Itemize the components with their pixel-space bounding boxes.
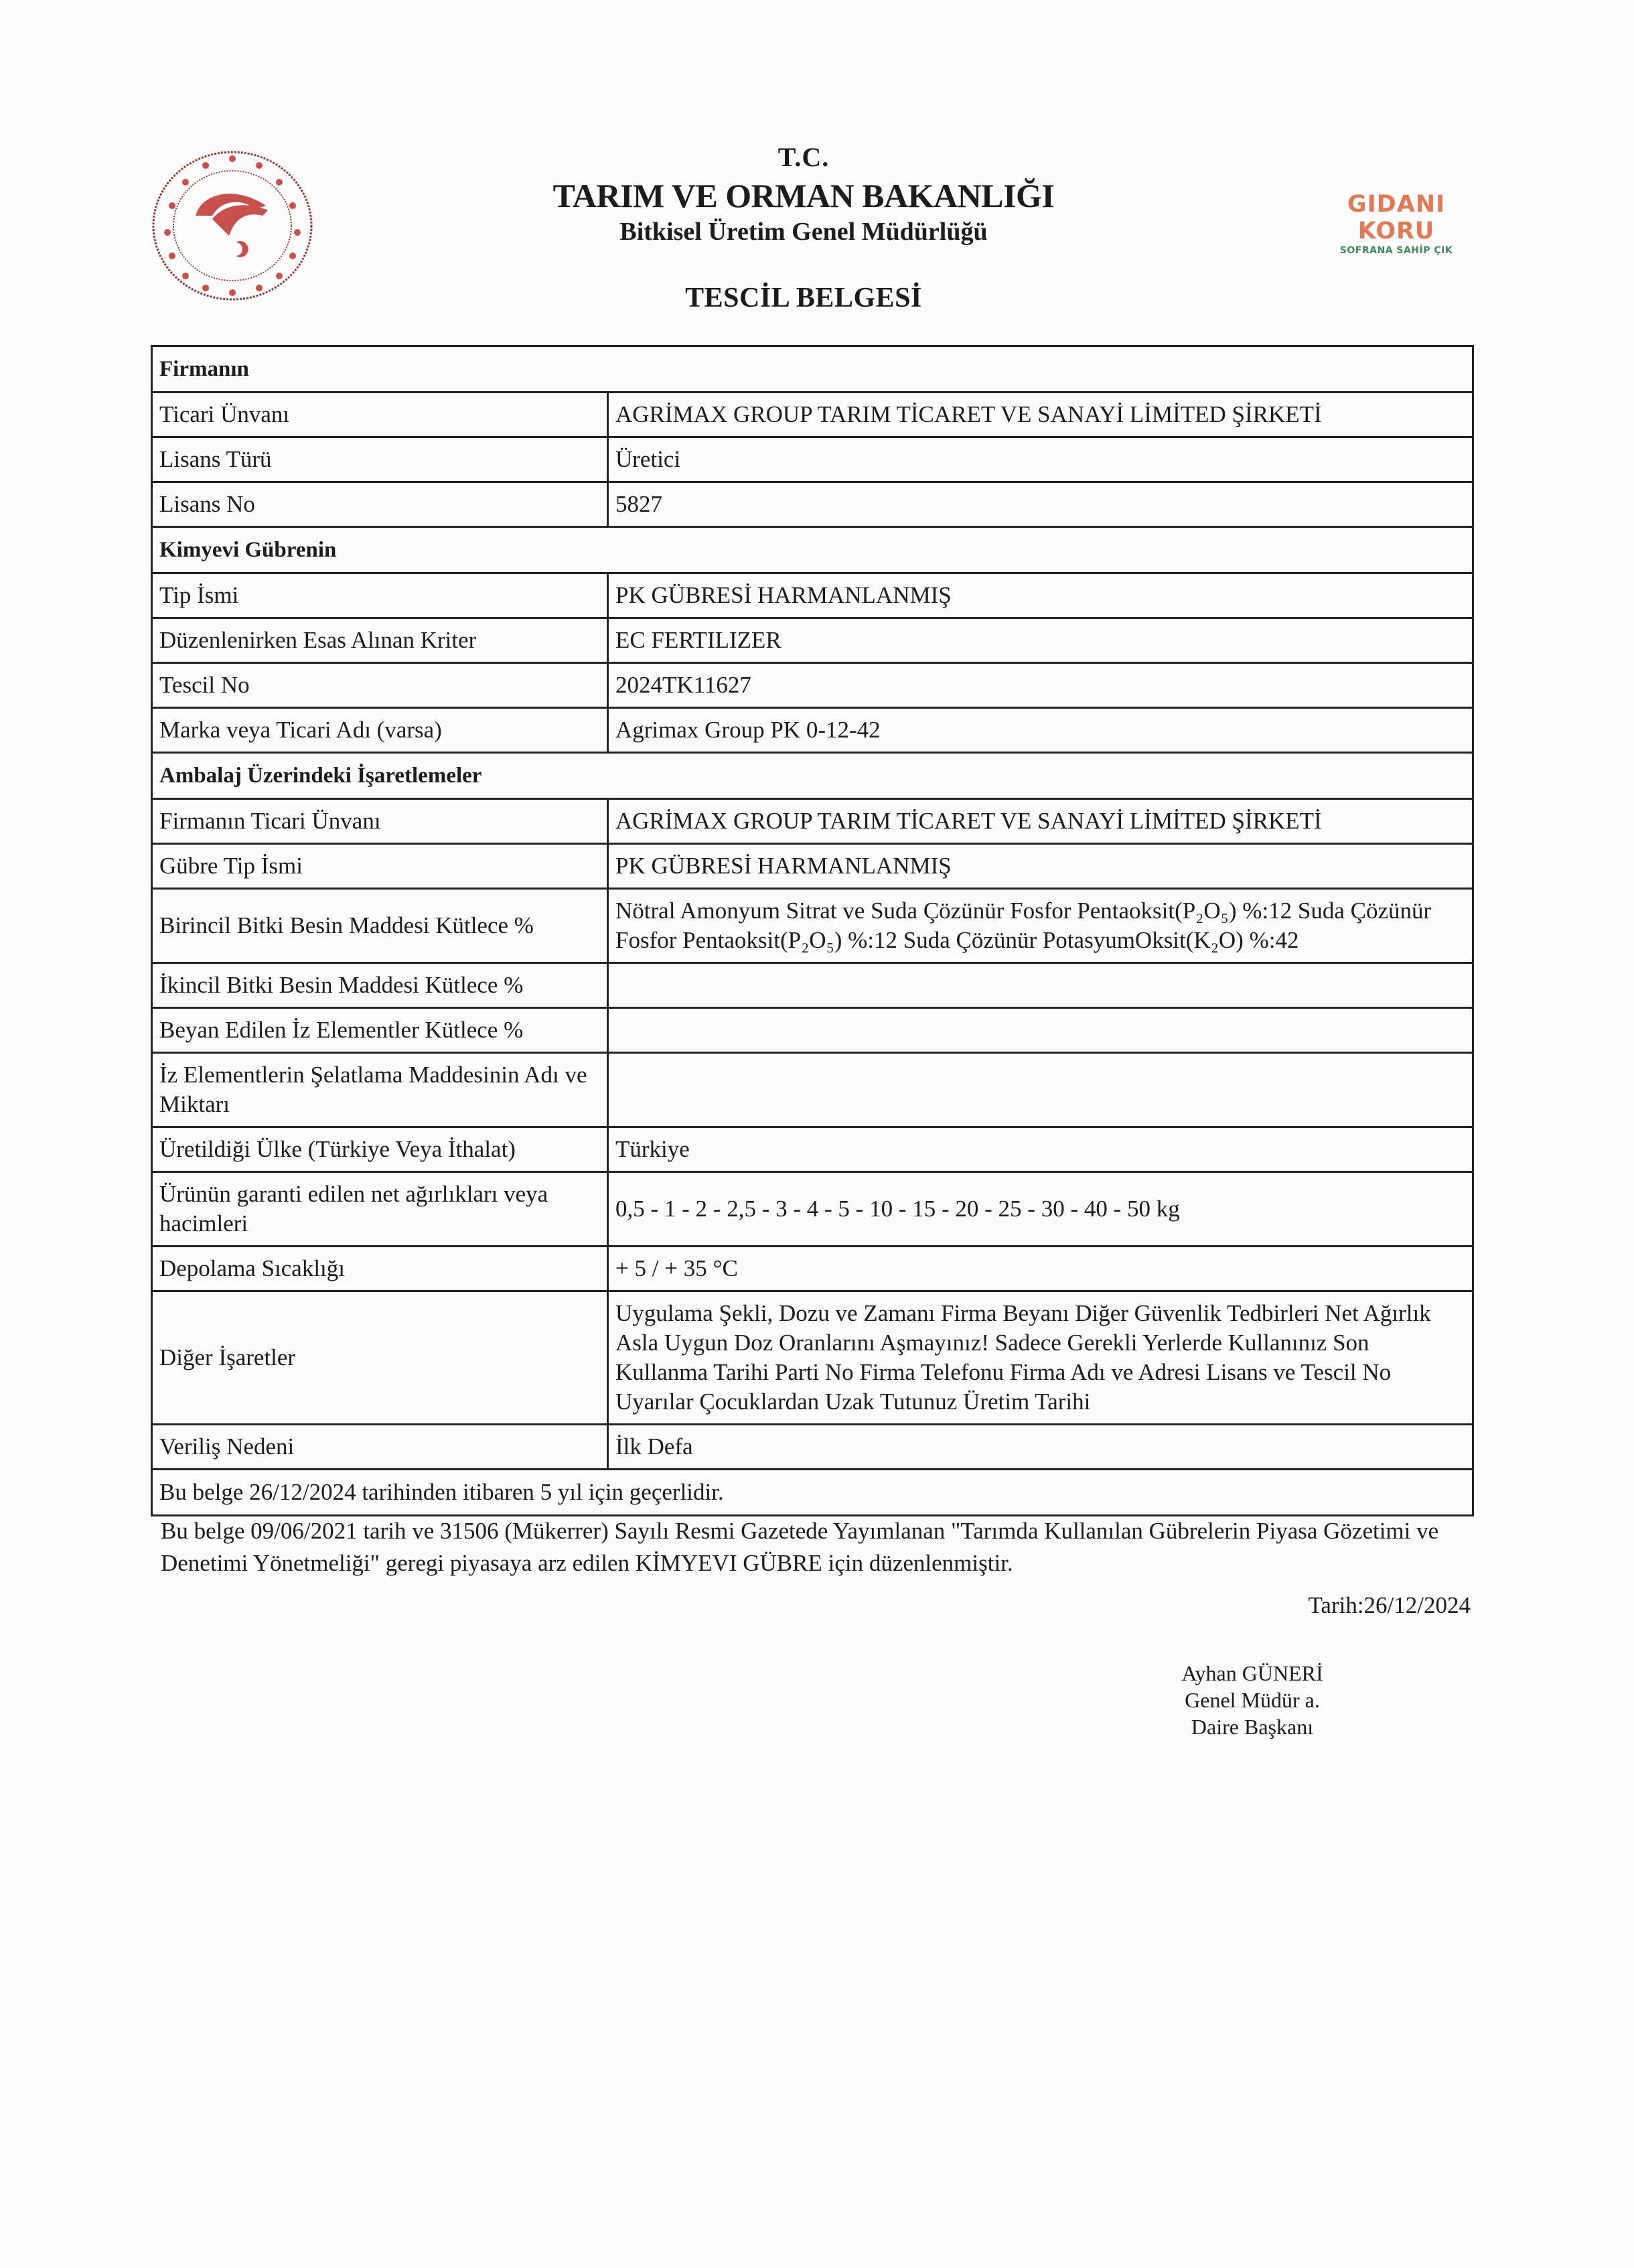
section-title-packaging: Ambalaj Üzerindeki İşaretlemeler — [152, 753, 1473, 799]
directorate-name: Bitkisel Üretim Genel Müdürlüğü — [619, 218, 988, 246]
table-row — [152, 1247, 1473, 1291]
table-row — [152, 844, 1473, 889]
signature-block — [1152, 1660, 1353, 1740]
table-row — [152, 799, 1473, 844]
row-value: Türkiye — [608, 1127, 1473, 1172]
ministry-name: TARIM VE ORMAN BAKANLIĞI — [552, 177, 1055, 214]
section-header — [152, 346, 1473, 393]
row-label: Firmanın Ticari Ünvanı — [152, 799, 608, 844]
table-row — [152, 1425, 1473, 1470]
row-value — [608, 1053, 1473, 1127]
table-row — [152, 482, 1473, 527]
row-value: Nötral Amonyum Sitrat ve Suda Çözünür Fosfor Pentaoksit(P₂O₅) %:12 Suda Çözünür Fosfor Pentaoksit(P₂O₅) %:12 Suda Çözünür PotasyumOksit(K₂O) %:42 — [608, 889, 1473, 963]
section-title-fertilizer: Kimyevi Gübrenin — [152, 527, 1473, 573]
regulation-note: Bu belge 09/06/2021 tarih ve 31506 (Mükerrer) Sayılı Resmi Gazetede Yayımlanan "Tarımda Kullanılan Gübrelerin Piyasa Gözetimi ve Denetimi Yönetmeliği" geregi piyasaya arz edilen KİMYEVI GÜBRE için düzenlenmiştir. — [161, 1518, 1439, 1576]
table-row — [152, 437, 1473, 482]
row-value: EC FERTILIZER — [608, 618, 1473, 663]
row-label: Birincil Bitki Besin Maddesi Kütlece % — [152, 889, 608, 963]
table-row — [152, 1053, 1473, 1127]
document-title: TESCİL BELGESİ — [685, 283, 922, 313]
row-label: Ürünün garanti edilen net ağırlıkları veya hacimleri — [152, 1172, 608, 1247]
issue-date: Tarih:26/12/2024 — [1308, 1592, 1471, 1618]
table-row — [152, 889, 1473, 963]
row-label: Veriliş Nedeni — [152, 1425, 608, 1470]
table-row — [152, 618, 1473, 663]
row-value — [608, 1008, 1473, 1053]
row-label: Depolama Sıcaklığı — [152, 1247, 608, 1291]
brand-logo-main: GIDANI KORU — [1347, 191, 1446, 244]
section-header — [152, 527, 1473, 573]
row-label: Diğer İşaretler — [152, 1291, 608, 1425]
gidani-koru-logo — [1313, 191, 1480, 257]
table-row — [152, 1291, 1473, 1425]
row-value: + 5 / + 35 °C — [608, 1247, 1473, 1291]
row-label: Üretildiği Ülke (Türkiye Veya İthalat) — [152, 1127, 608, 1172]
table-row — [152, 663, 1473, 708]
row-label: İkincil Bitki Besin Maddesi Kütlece % — [152, 963, 608, 1008]
row-value: AGRİMAX GROUP TARIM TİCARET VE SANAYİ LİMİTED ŞİRKETİ — [608, 799, 1473, 844]
row-value: PK GÜBRESİ HARMANLANMIŞ — [608, 573, 1473, 618]
table-row — [152, 1172, 1473, 1247]
row-value: İlk Defa — [608, 1425, 1473, 1470]
row-value: AGRİMAX GROUP TARIM TİCARET VE SANAYİ LİMİTED ŞİRKETİ — [608, 393, 1473, 437]
row-label: Marka veya Ticari Adı (varsa) — [152, 708, 608, 753]
row-value: 2024TK11627 — [608, 663, 1473, 708]
row-label: Tip İsmi — [152, 573, 608, 618]
ministry-seal-icon — [149, 149, 316, 303]
signatory-name: Ayhan GÜNERİ — [1181, 1661, 1323, 1685]
signatory-title: Genel Müdür a. — [1185, 1688, 1320, 1712]
row-value: Üretici — [608, 437, 1473, 482]
row-value: 5827 — [608, 482, 1473, 527]
signatory-department: Daire Başkanı — [1191, 1715, 1314, 1739]
row-label: Beyan Edilen İz Elementler Kütlece % — [152, 1008, 608, 1053]
row-label: Düzenlenirken Esas Alınan Kriter — [152, 618, 608, 663]
table-row — [152, 1008, 1473, 1053]
row-value: PK GÜBRESİ HARMANLANMIŞ — [608, 844, 1473, 889]
brand-logo-sub: SOFRANA SAHİP ÇIK — [1339, 245, 1453, 256]
table-row — [152, 1127, 1473, 1172]
row-label: Lisans Türü — [152, 437, 608, 482]
row-value: 0,5 - 1 - 2 - 2,5 - 3 - 4 - 5 - 10 - 15 - 20 - 25 - 30 - 40 - 50 kg — [608, 1172, 1473, 1247]
registration-table — [151, 345, 1474, 1516]
validity-row — [152, 1470, 1473, 1516]
table-row — [152, 573, 1473, 618]
section-title-firm: Firmanın — [152, 346, 1473, 393]
row-label: Ticari Ünvanı — [152, 393, 608, 437]
section-header — [152, 753, 1473, 799]
document-header — [469, 141, 1138, 315]
row-value: Uygulama Şekli, Dozu ve Zamanı Firma Beyanı Diğer Güvenlik Tedbirleri Net Ağırlık Asla Uygun Doz Oranlarını Aşmayınız! Sadece Gerekli Yerlerde Kullanınız Son Kullanma Tarihi Parti No Firma Telefonu Firma Adı ve Adresi Lisans ve Tescil No Uyarılar Çocuklardan Uzak Tutunuz Üretim Tarihi — [608, 1291, 1473, 1425]
table-row — [152, 963, 1473, 1008]
row-label: Tescil No — [152, 663, 608, 708]
table-row — [152, 708, 1473, 753]
table-row — [152, 393, 1473, 437]
row-value — [608, 963, 1473, 1008]
row-value: Agrimax Group PK 0-12-42 — [608, 708, 1473, 753]
republic-abbreviation: T.C. — [777, 142, 830, 172]
validity-statement: Bu belge 26/12/2024 tarihinden itibaren 5 yıl için geçerlidir. — [152, 1470, 1473, 1516]
row-label: İz Elementlerin Şelatlama Maddesinin Adı ve Miktarı — [152, 1053, 608, 1127]
row-label: Lisans No — [152, 482, 608, 527]
row-label: Gübre Tip İsmi — [152, 844, 608, 889]
